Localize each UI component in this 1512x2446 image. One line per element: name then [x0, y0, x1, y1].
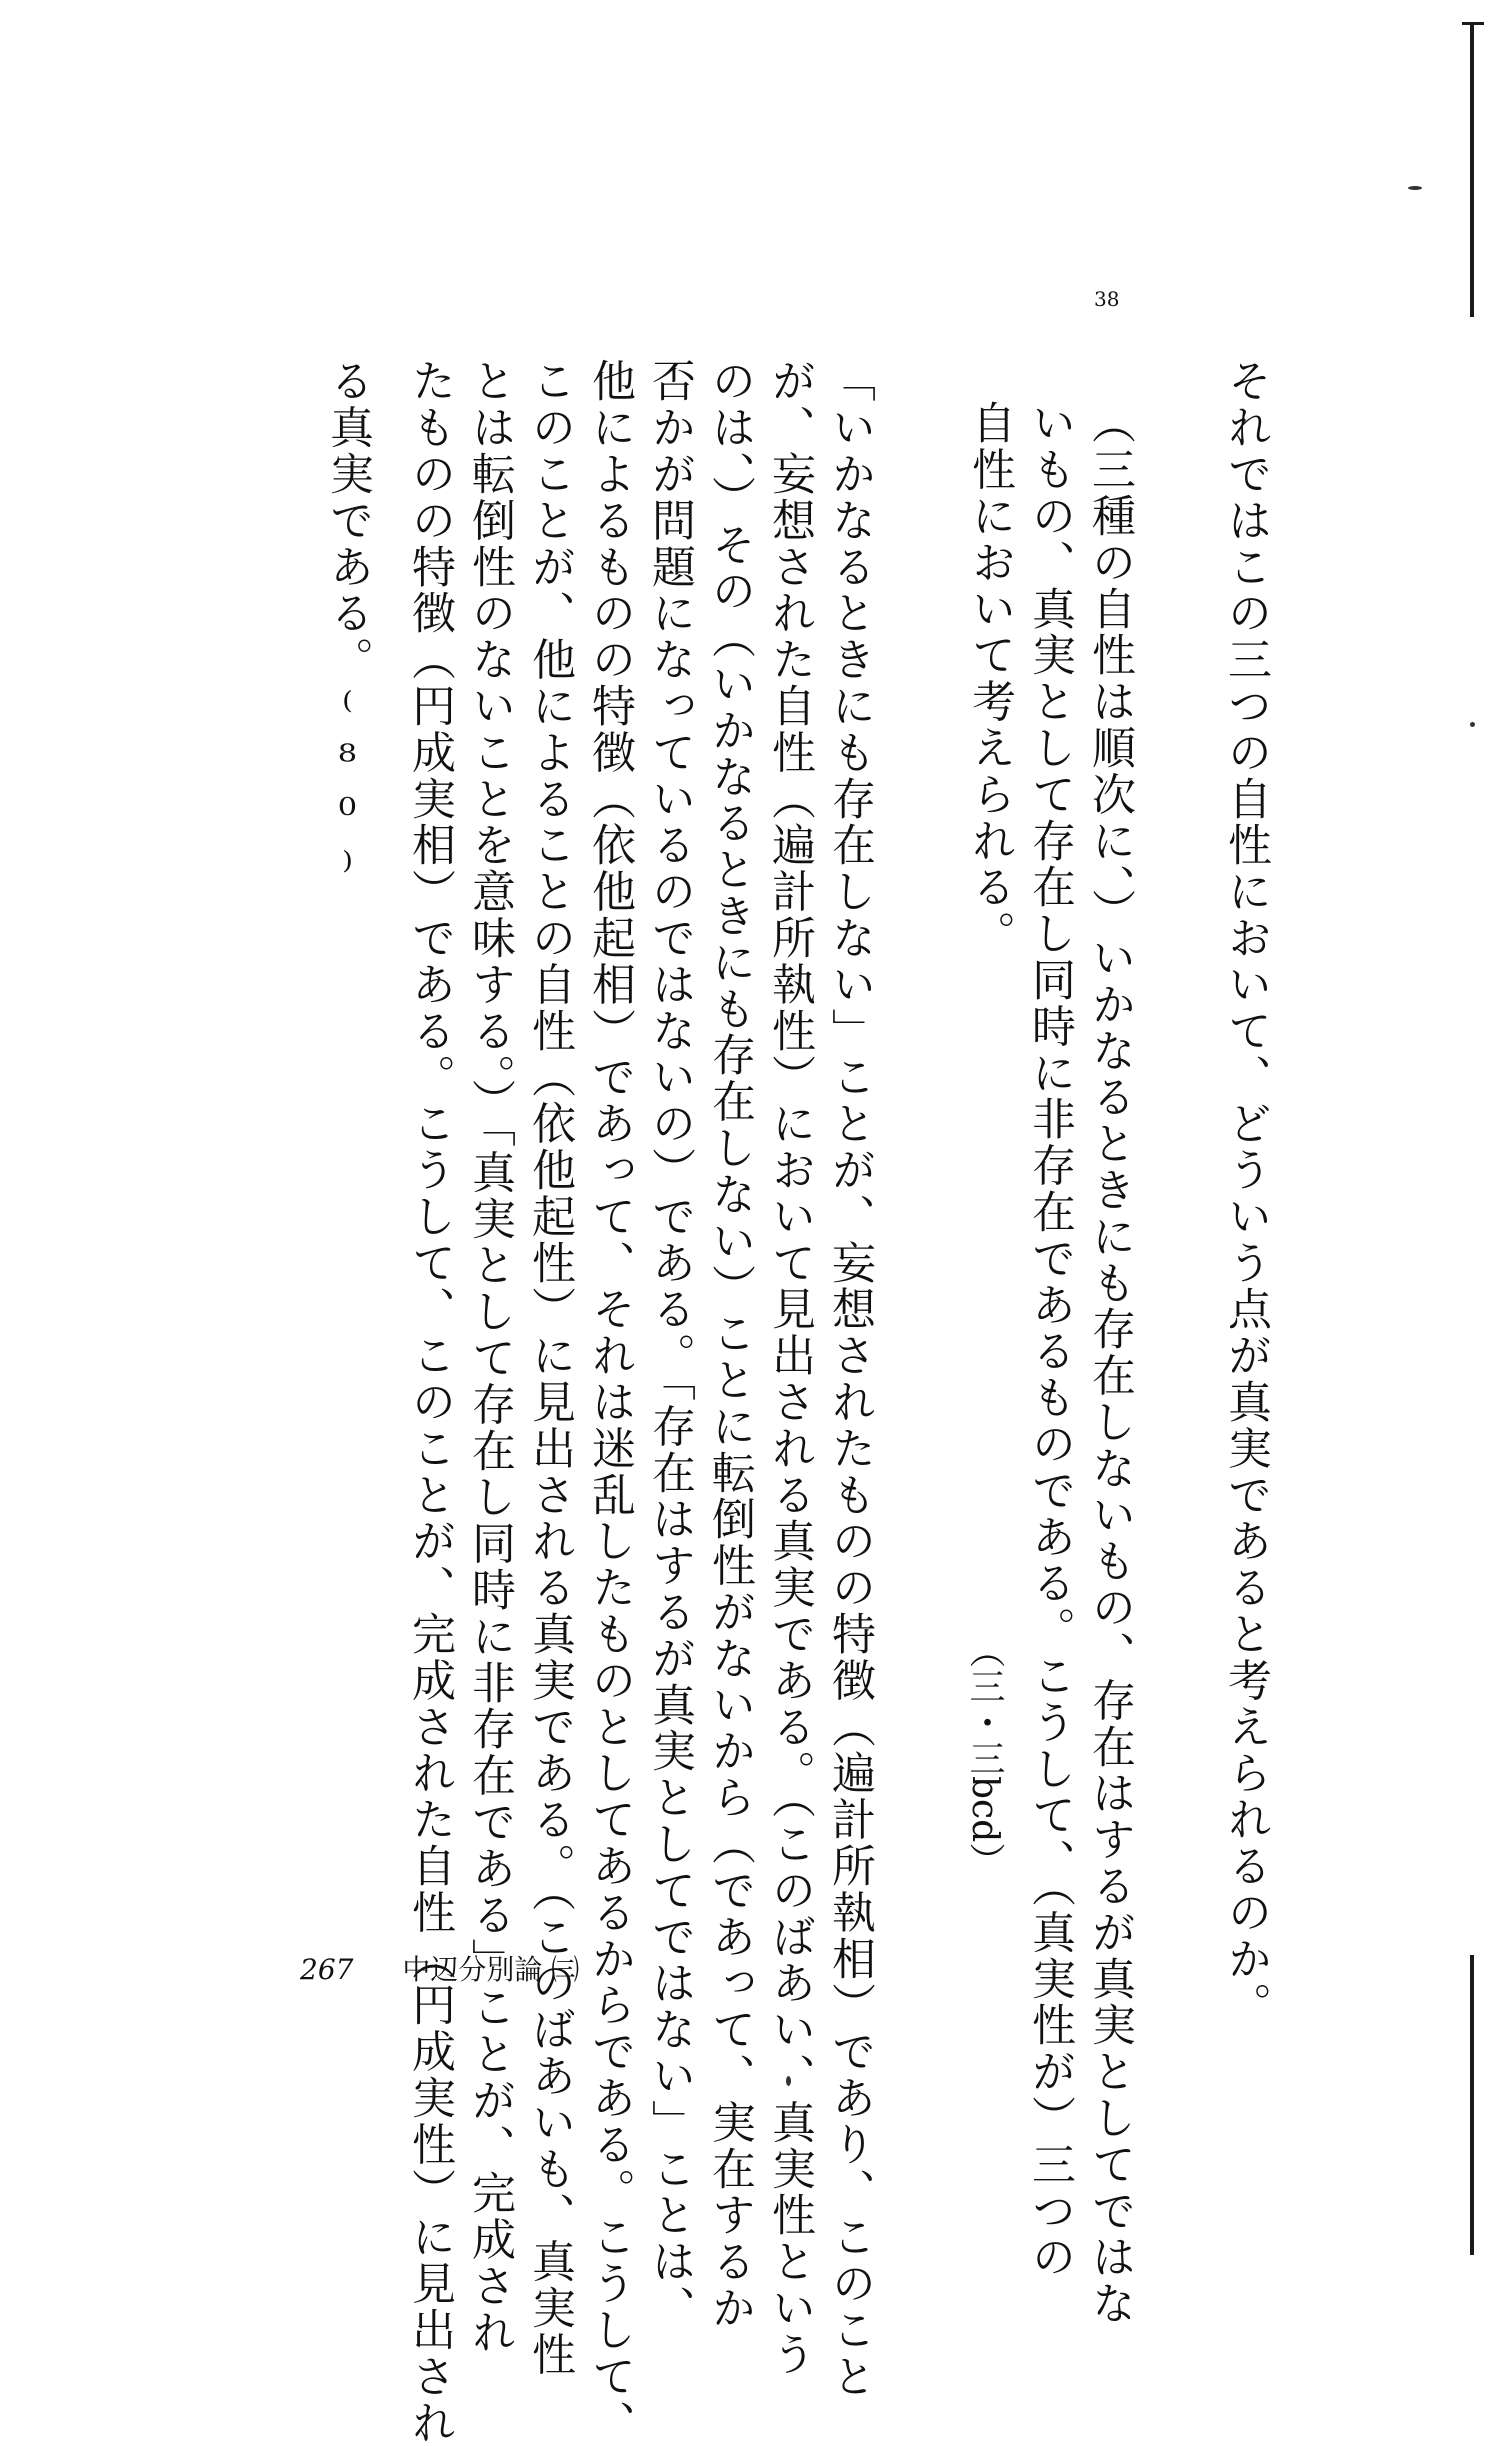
commentary-line: が、妄想された自性（遍計所執性）において見出される真実である。（このばあい、真実性という [764, 358, 815, 2378]
commentary-line: とは転倒性のないことを意味する。）「真実として存在し同時に非存在である」ことが、完成され [464, 358, 515, 2356]
commentary-line: このことが、他によることの自性（依他起性）に見出される真実である。（このばあいも、真実性 [524, 358, 575, 2378]
scan-edge-top [1470, 22, 1474, 317]
footer-book-title: 中辺分別論 ㈢ [402, 1953, 580, 1986]
verse-line: いもの、真実として存在し同時に非存在であるものである。こうして、（真実性が）三つの [1024, 400, 1075, 2281]
commentary-line: 「いかなるときにも存在しない」ことが、妄想されたものの特徴（遍計所執相）であり、このこと [824, 358, 875, 2400]
question-line: それではこの三つの自性において、どういう点が真実であると考えられるのか。 [1220, 358, 1271, 2029]
commentary-line: のは、）その（いかなるときにも存在しない）ことに転倒性がないから（であって、実在するか [704, 358, 755, 2332]
verse-reference: （三・三bcd） [964, 1632, 1005, 1879]
page-footer [300, 1948, 579, 1988]
verse-line: 自性において考えられる。 [964, 400, 1015, 957]
scan-speck [1470, 722, 1475, 727]
scan-speck [1408, 186, 1422, 190]
commentary-line: たものの特徴（円成実相）である。こうして、このことが、完成された自性（円成実性）に見出され [404, 358, 455, 2446]
commentary-line: 他によるものの特徴（依他起相）であって、それは迷乱したものとしてあるからである。こうして、 [584, 358, 635, 2446]
commentary-line: 否かが問題になっているのではないの）である。「存在はするが真実としてではない」ことは、 [644, 358, 695, 2332]
page-number: 38 [1094, 287, 1120, 311]
verse-line: （三種の自性は順次に、）いかなるときにも存在しないもの、存在はするが真実としてではな [1084, 400, 1135, 2327]
commentary-line: る真実である。⁽⁸⁰⁾ [322, 358, 373, 897]
footer-page-number: 267 [300, 1953, 354, 1986]
scan-edge-bottom [1470, 1955, 1474, 2255]
